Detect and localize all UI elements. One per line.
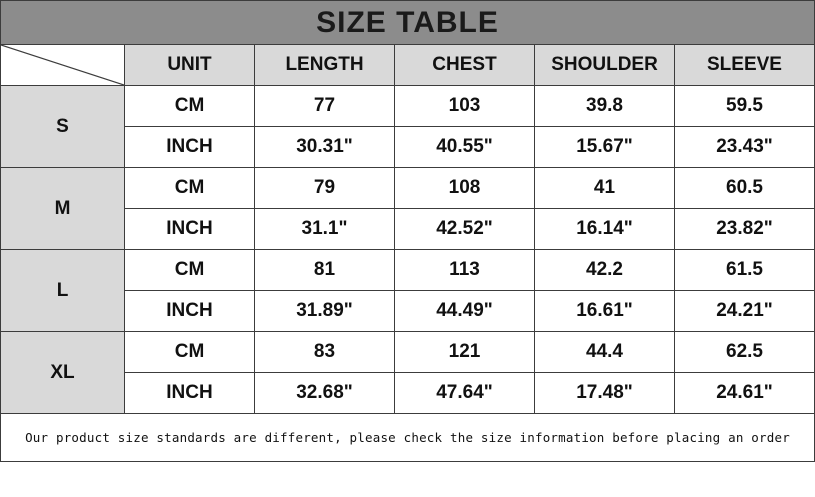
table-row (1, 86, 815, 127)
value-chest: 40.55" (395, 127, 535, 168)
value-length: 79 (255, 168, 395, 209)
size-label-xl: XL (1, 332, 125, 414)
value-chest: 121 (395, 332, 535, 373)
column-header-chest: CHEST (395, 45, 535, 86)
column-header-shoulder: SHOULDER (535, 45, 675, 86)
page-title: SIZE TABLE (0, 0, 815, 44)
size-table (0, 44, 815, 414)
table-body (1, 86, 815, 414)
size-note: Our product size standards are different, please check the size information before placing an order (0, 414, 815, 462)
unit-cell: CM (125, 332, 255, 373)
table-row (1, 168, 815, 209)
value-sleeve: 59.5 (675, 86, 815, 127)
value-chest: 113 (395, 250, 535, 291)
size-label-m: M (1, 168, 125, 250)
column-header-length: LENGTH (255, 45, 395, 86)
value-sleeve: 23.43" (675, 127, 815, 168)
value-sleeve: 24.21" (675, 291, 815, 332)
value-shoulder: 41 (535, 168, 675, 209)
value-length: 83 (255, 332, 395, 373)
value-length: 31.1" (255, 209, 395, 250)
size-label-l: L (1, 250, 125, 332)
column-header-unit: UNIT (125, 45, 255, 86)
column-header-sleeve: SLEEVE (675, 45, 815, 86)
value-chest: 44.49" (395, 291, 535, 332)
value-chest: 103 (395, 86, 535, 127)
table-header-row (1, 45, 815, 86)
unit-cell: INCH (125, 291, 255, 332)
value-length: 81 (255, 250, 395, 291)
unit-cell: CM (125, 168, 255, 209)
value-shoulder: 44.4 (535, 332, 675, 373)
value-length: 77 (255, 86, 395, 127)
value-length: 30.31" (255, 127, 395, 168)
size-label-s: S (1, 86, 125, 168)
unit-cell: INCH (125, 209, 255, 250)
unit-cell: CM (125, 250, 255, 291)
value-shoulder: 17.48" (535, 373, 675, 414)
unit-cell: INCH (125, 127, 255, 168)
unit-cell: INCH (125, 373, 255, 414)
table-header (1, 45, 815, 86)
value-sleeve: 62.5 (675, 332, 815, 373)
value-chest: 47.64" (395, 373, 535, 414)
value-length: 31.89" (255, 291, 395, 332)
table-row (1, 250, 815, 291)
value-chest: 108 (395, 168, 535, 209)
value-sleeve: 60.5 (675, 168, 815, 209)
corner-cell (1, 45, 125, 86)
unit-cell: CM (125, 86, 255, 127)
value-shoulder: 42.2 (535, 250, 675, 291)
table-row (1, 332, 815, 373)
value-length: 32.68" (255, 373, 395, 414)
value-shoulder: 15.67" (535, 127, 675, 168)
value-sleeve: 24.61" (675, 373, 815, 414)
value-shoulder: 39.8 (535, 86, 675, 127)
value-sleeve: 61.5 (675, 250, 815, 291)
diagonal-divider-icon (1, 45, 124, 85)
value-sleeve: 23.82" (675, 209, 815, 250)
value-shoulder: 16.14" (535, 209, 675, 250)
value-shoulder: 16.61" (535, 291, 675, 332)
value-chest: 42.52" (395, 209, 535, 250)
